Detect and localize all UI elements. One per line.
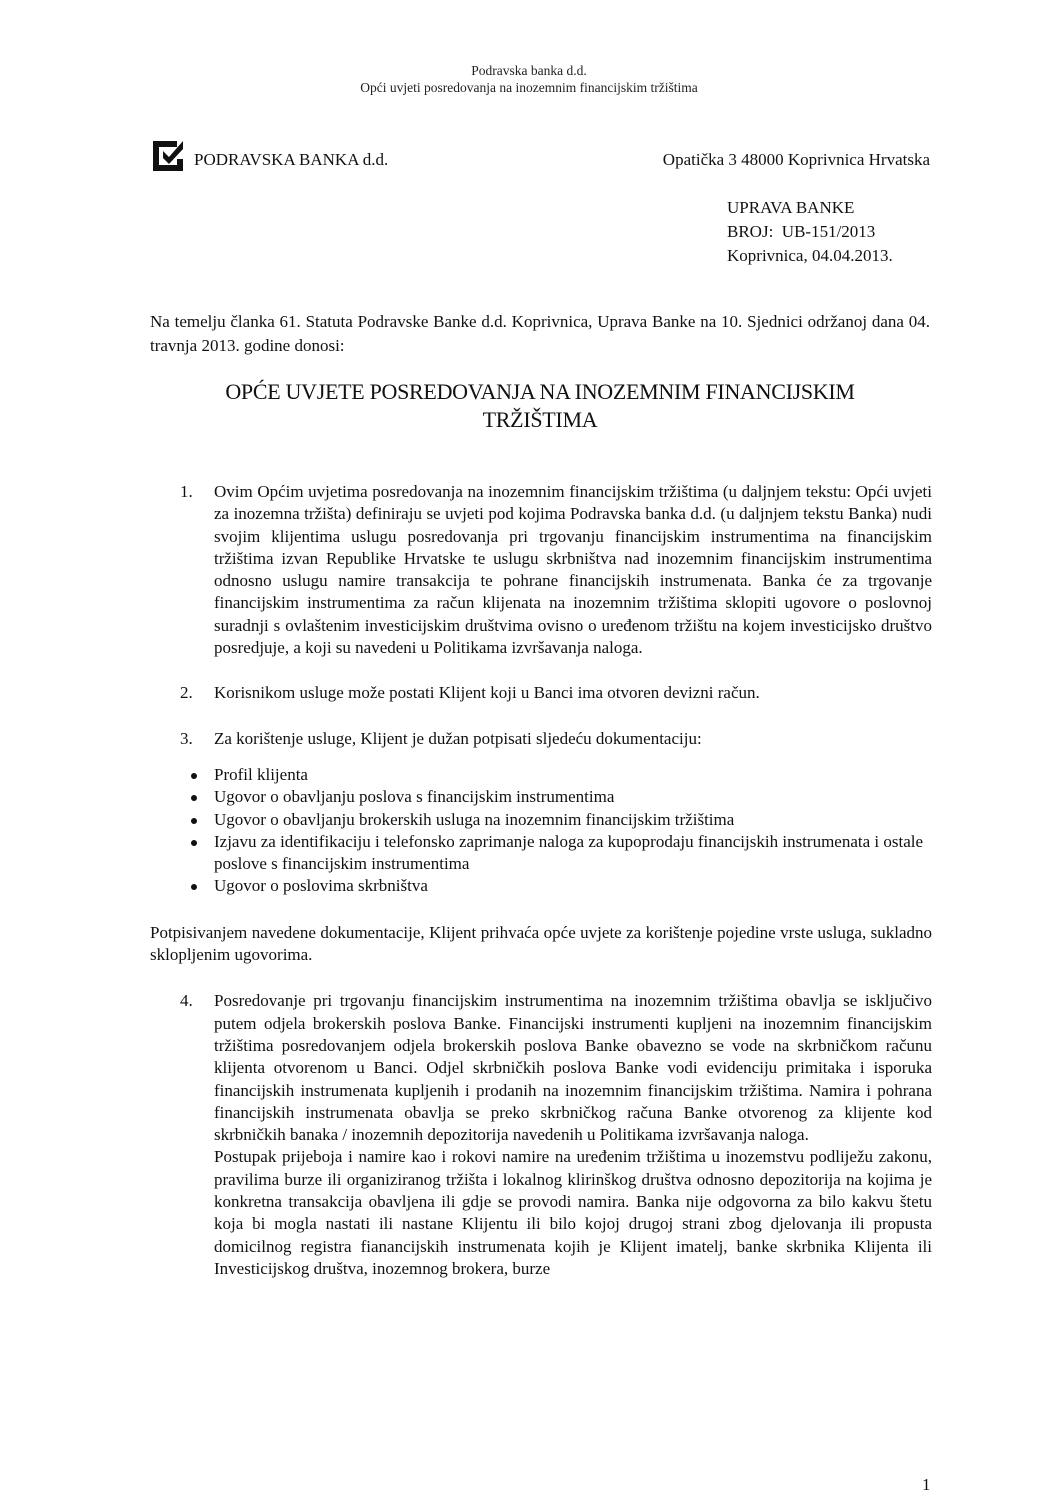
item-number: 4. — [180, 991, 193, 1011]
list-item: Profil klijenta — [150, 764, 932, 786]
reference-block — [727, 196, 893, 268]
bank-name: PODRAVSKA BANKA d.d. — [194, 150, 389, 169]
item-text: Ovim Općim uvjetima posredovanja na inozemnim financijskim tržištima (u daljnjem tekstu: Opći uvjeti za inozemna tržišta) definiraju se uvjeti pod kojima Podravska banka d.d. (u daljnjem tekstu Banka) nudi svojim klijentima uslugu posredovanja pri trgovanju financijskim instrumentima na financijskim tržištima izvan Republike Hrvatske te uslugu skrbništva nad inozemnim financijskim instrumentima odnosno uslugu namire transakcija te pohrane financijskih instrumenata. Banka će za trgovanje financijskim instrumentima za račun klijenata na inozemnim tržištima sklopiti ugovore o poslovnoj suradnji s ovlaštenim investicijskim društvima ovisno o uređenom tržištu na kojem investicijsko društvo posredjuje, a koji su navedeni u Politikama izvršavanja naloga. — [214, 482, 932, 658]
numbered-item-4 — [150, 990, 932, 1280]
required-documents-list — [150, 764, 932, 898]
list-item: Ugovor o obavljanju poslova s financijskim instrumentima — [150, 786, 932, 808]
item-text: Za korištenje usluge, Klijent je dužan potpisati sljedeću dokumentaciju: — [214, 728, 702, 748]
header-line-bank: Podravska banka d.d. — [471, 63, 587, 78]
item-text-continued: Postupak prijeboja i namire kao i rokovi namire na uređenim tržištima u inozemstvu podliježu zakonu, pravilima burze ili organiziranog tržišta i lokalnog klirinškog društva odnosno depozitorija na kojima je konkretna transakcija obavljena ili gdje se provodi namira. Banka nije odgovorna za bilo kakvu štetu koja bi mogla nastati ili nastane Klijentu ili bilo kojoj drugoj strani zbog djelovanja ili propusta domicilnog registra fianancijskih instrumenata kojih je Klijent imatelj, banke skrbnika Klijenta ili Investicijskog društva, inozemnog brokera, burze — [214, 1147, 932, 1278]
bank-address: Opatička 3 48000 Koprivnica Hrvatska — [662, 150, 930, 169]
intro-paragraph: Na temelju članka 61. Statuta Podravske Banke d.d. Koprivnica, Uprava Banke na 10. Sjednici održanoj dana 04. travnja 2013. godine donosi: — [150, 312, 930, 355]
item-text: Posredovanje pri trgovanju financijskim instrumentima na inozemnim tržištima obavlja se isključivo putem odjela brokerskih poslova Banke. Financijski instrumenti kupljeni na inozemnim financijskim tržištima posredovanjem odjela brokerskih poslova Banke obavezno se vode na skrbničkom računu klijenta otvorenom u Banci. Odjel skrbničkih poslova Banke vodi evidenciju primitaka i isporuka financijskih instrumenata kupljenih i prodanih na inozemnim financijskim tržištima. Namira i pohrana financijskih instrumenata obavlja se preko skrbničkog računa Banke otvorenog za klijente kod skrbničkih banaka / inozemnih depozitorija navedenih u Politikama izvršavanja naloga. — [214, 991, 932, 1145]
checkmark-box-icon — [150, 138, 186, 174]
document-title-line-2: TRŽIŠTIMA — [482, 407, 598, 432]
item-number: 2. — [180, 683, 193, 703]
reference-place-date: Koprivnica, 04.04.2013. — [727, 246, 893, 265]
running-header — [0, 62, 1058, 96]
reference-number: BROJ: UB-151/2013 — [727, 222, 876, 241]
letterhead — [150, 138, 930, 178]
numbered-item-2 — [150, 682, 932, 704]
list-item: Izjavu za identifikaciju i telefonsko zaprimanje naloga za kupoprodaju financijskih instrumenata i ostale poslove s financijskim instrumentima — [150, 831, 932, 876]
list-item: Ugovor o poslovima skrbništva — [150, 875, 932, 897]
numbered-item-1 — [150, 481, 932, 659]
list-item: Ugovor o obavljanju brokerskih usluga na inozemnim financijskim tržištima — [150, 809, 932, 831]
document-title-line-1: OPĆE UVJETE POSREDOVANJA NA INOZEMNIM FINANCIJSKIM — [225, 379, 855, 404]
item-number: 3. — [180, 728, 193, 748]
numbered-items — [150, 481, 932, 1280]
numbered-item-3 — [150, 728, 932, 750]
page-number: 1 — [922, 1475, 931, 1494]
header-line-doc-title: Opći uvjeti posredovanja na inozemnim financijskim tržištima — [360, 80, 698, 95]
closing-paragraph: Potpisivanjem navedene dokumentacije, Klijent prihvaća opće uvjete za korištenje pojedine vrste usluga, sukladno sklopljenim ugovorima. — [150, 922, 932, 965]
reference-department: UPRAVA BANKE — [727, 198, 855, 217]
item-text: Korisnikom usluge može postati Klijent koji u Banci ima otvoren devizni račun. — [214, 683, 760, 703]
document-title — [150, 378, 930, 434]
item-number: 1. — [180, 482, 193, 501]
